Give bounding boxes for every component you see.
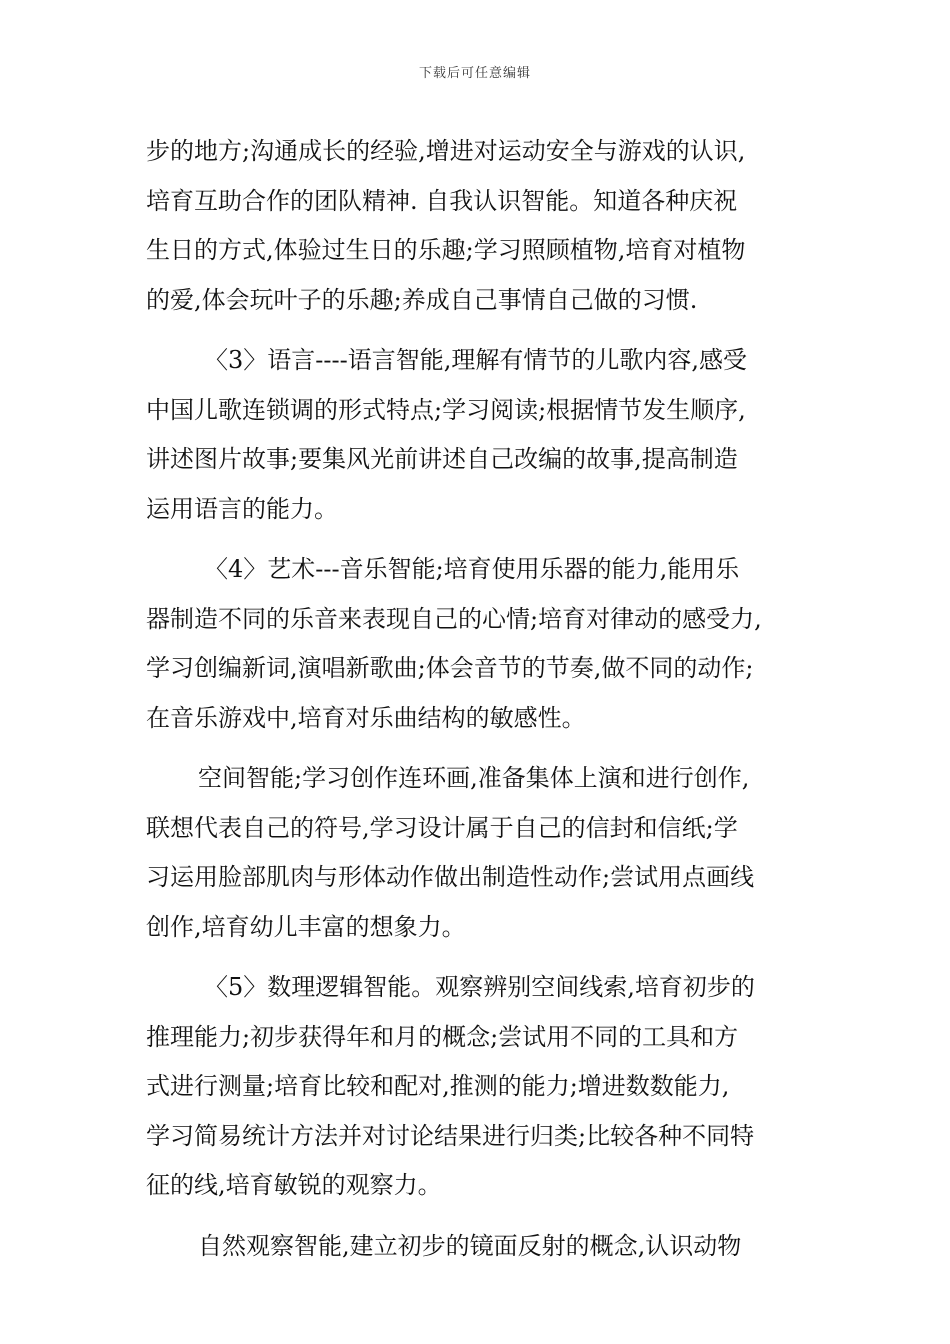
text-line: 空间智能;学习创作连环画,准备集体上演和进行创作, <box>198 764 750 792</box>
paragraph-nature <box>146 1222 810 1272</box>
text-line: 〈3〉语言----语言智能,理解有情节的儿歌内容,感受 <box>204 346 747 374</box>
text-line: 运用语言的能力。 <box>146 494 338 523</box>
text-line: 征的线,培育敏锐的观察力。 <box>146 1171 442 1199</box>
text-line: 推理能力;初步获得年和月的概念;尝试用不同的工具和方 <box>146 1022 739 1051</box>
text-line: 讲述图片故事;要集风光前讲述自己改编的故事,提高制造 <box>146 445 738 473</box>
text-line: 习运用脸部肌肉与形体动作做出制造性动作;尝试用点画线 <box>146 863 755 891</box>
paragraph-intro-continuation <box>146 127 810 325</box>
text-line: 学习简易统计方法并对讨论结果进行归类;比较各种不同特 <box>146 1121 755 1150</box>
text-line: 步的地方;沟通成长的经验,增进对运动安全与游戏的认识, <box>146 137 746 165</box>
text-line: 学习创编新词,演唱新歌曲;体会音节的节奏,做不同的动作; <box>146 654 754 682</box>
text-line: 创作,培育幼儿丰富的想象力。 <box>146 912 466 941</box>
text-line: 器制造不同的乐音来表现自己的心情;培育对律动的感受力, <box>146 604 762 633</box>
text-line: 培育互助合作的团队精神. 自我认识智能。知道各种庆祝 <box>146 186 738 215</box>
text-line: 中国儿歌连锁调的形式特点;学习阅读;根据情节发生顺序, <box>146 395 746 424</box>
paragraph-art-music <box>146 545 810 743</box>
page-header-note: 下载后可任意编辑 <box>418 66 531 81</box>
text-line: 生日的方式,体验过生日的乐趣;学习照顾植物,培育对植物 <box>146 236 746 264</box>
paragraph-spatial <box>146 754 810 952</box>
text-line: 自然观察智能,建立初步的镜面反射的概念,认识动物 <box>198 1231 742 1260</box>
text-line: 联想代表自己的符号,学习设计属于自己的信封和信纸;学 <box>146 813 738 842</box>
text-line: 的爱,体会玩叶子的乐趣;养成自己事情自己做的习惯. <box>146 285 698 314</box>
text-line: 在音乐游戏中,培育对乐曲结构的敏感性。 <box>146 703 586 732</box>
document-body <box>146 127 810 1271</box>
text-line: 式进行测量;培育比较和配对,推测的能力;增进数数能力, <box>146 1072 730 1100</box>
paragraph-math-logic <box>146 963 810 1211</box>
text-line: 〈4〉艺术---音乐智能;培育使用乐器的能力,能用乐 <box>204 555 740 583</box>
paragraph-language <box>146 336 810 534</box>
text-line: 〈5〉数理逻辑智能。观察辨别空间线索,培育初步的 <box>204 973 755 1001</box>
